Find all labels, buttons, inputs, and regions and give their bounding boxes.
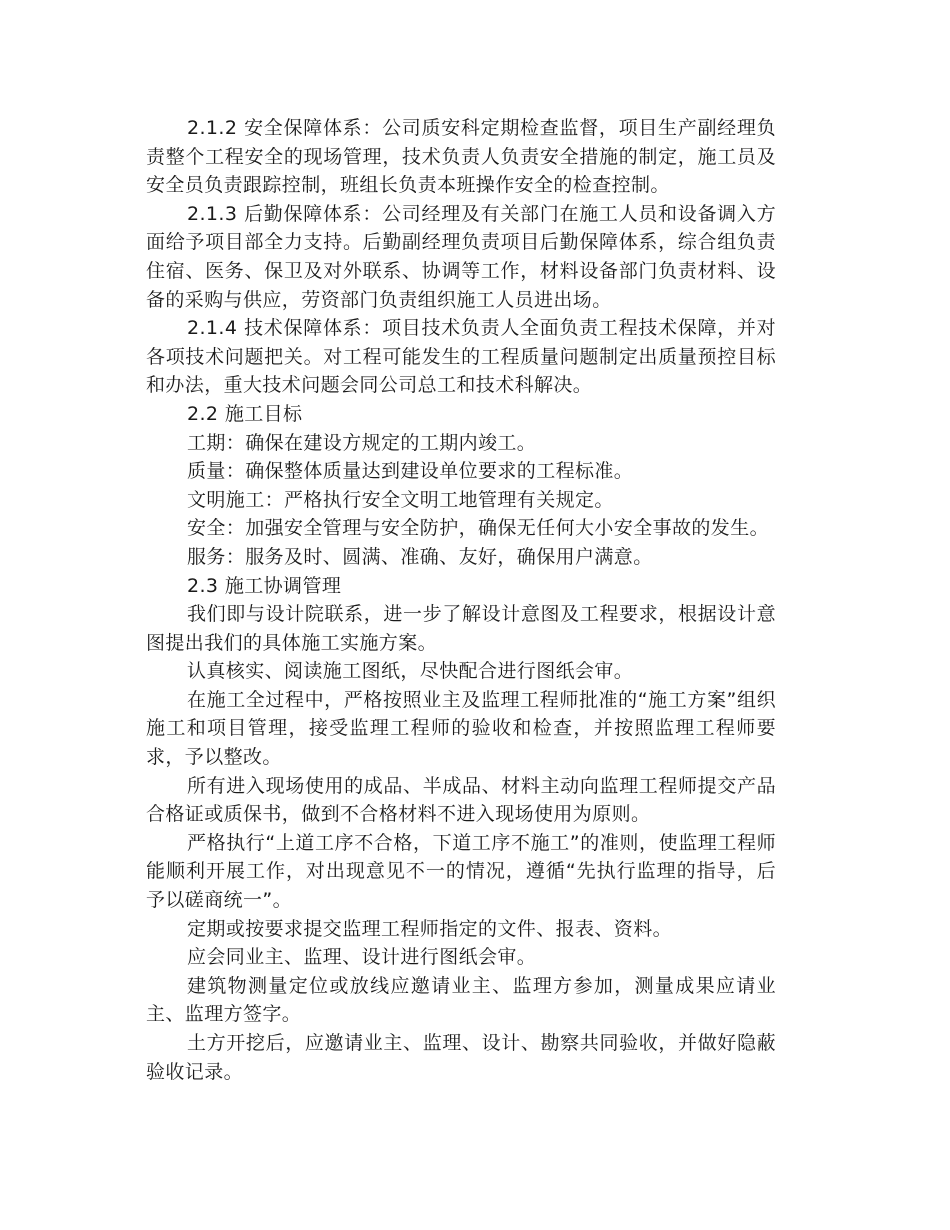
paragraph-2-1-2-safety: 2.1.2 安全保障体系：公司质安科定期检查监督，项目生产副经理负责整个工程安全的现场管理，技术负责人负责安全措施的制定，施工员及安全员负责跟踪控制，班组长负责本班操作安全的检查控制。 (146, 117, 776, 197)
section-heading-2-2: 2.2 施工目标 (187, 402, 303, 425)
paragraph-materials-certificate: 所有进入现场使用的成品、半成品、材料主动向监理工程师提交产品合格证或质保书，做到不合格材料不进入现场使用为原则。 (146, 774, 776, 826)
paragraph-2-1-3-logistics: 2.1.3 后勤保障体系：公司经理及有关部门在施工人员和设备调入方面给予项目部全力支持。后勤副经理负责项目后勤保障体系，综合组负责住宿、医务、保卫及对外联系、协调等工作，材料设备部门负责材料、设备的采购与供应，劳资部门负责组织施工人员进出场。 (146, 202, 776, 311)
paragraph-civilized-construction: 文明施工：严格执行安全文明工地管理有关规定。 (187, 488, 614, 511)
paragraph-safety-goal: 安全：加强安全管理与安全防护，确保无任何大小安全事故的发生。 (187, 517, 770, 540)
paragraph-construction-plan: 在施工全过程中，严格按照业主及监理工程师批准的“施工方案”组织施工和项目管理，接受监理工程师的验收和检查，并按照监理工程师要求，予以整改。 (146, 688, 776, 769)
paragraph-drawing-review: 认真核实、阅读施工图纸，尽快配合进行图纸会审。 (187, 660, 634, 683)
paragraph-quality: 质量：确保整体质量达到建设单位要求的工程标准。 (187, 460, 634, 483)
paragraph-joint-review: 应会同业主、监理、设计进行图纸会审。 (187, 946, 537, 969)
paragraph-submit-documents: 定期或按要求提交监理工程师指定的文件、报表、资料。 (187, 917, 673, 940)
paragraph-schedule: 工期：确保在建设方规定的工期内竣工。 (187, 431, 537, 454)
paragraph-design-institute: 我们即与设计院联系，进一步了解设计意图及工程要求，根据设计意图提出我们的具体施工实施方案。 (146, 603, 776, 654)
paragraph-2-1-4-technical: 2.1.4 技术保障体系：项目技术负责人全面负责工程技术保障，并对各项技术问题把关。对工程可能发生的工程质量问题制定出质量预控目标和办法，重大技术问题会同公司总工和技术科解决。 (146, 317, 776, 397)
paragraph-service: 服务：服务及时、圆满、准确、友好，确保用户满意。 (187, 545, 653, 568)
paragraph-survey-positioning: 建筑物测量定位或放线应邀请业主、监理方参加，测量成果应请业主、监理方签字。 (146, 974, 776, 1026)
section-heading-2-3: 2.3 施工协调管理 (187, 574, 342, 597)
paragraph-earthwork-acceptance: 土方开挖后，应邀请业主、监理、设计、勘察共同验收，并做好隐蔽验收记录。 (146, 1032, 776, 1083)
paragraph-process-rule: 严格执行“上道工序不合格，下道工序不施工”的准则，使监理工程师能顺利开展工作，对出现意见不一的情况，遵循“先执行监理的指导，后予以磋商统一”。 (146, 831, 776, 912)
document-body (146, 114, 776, 1086)
